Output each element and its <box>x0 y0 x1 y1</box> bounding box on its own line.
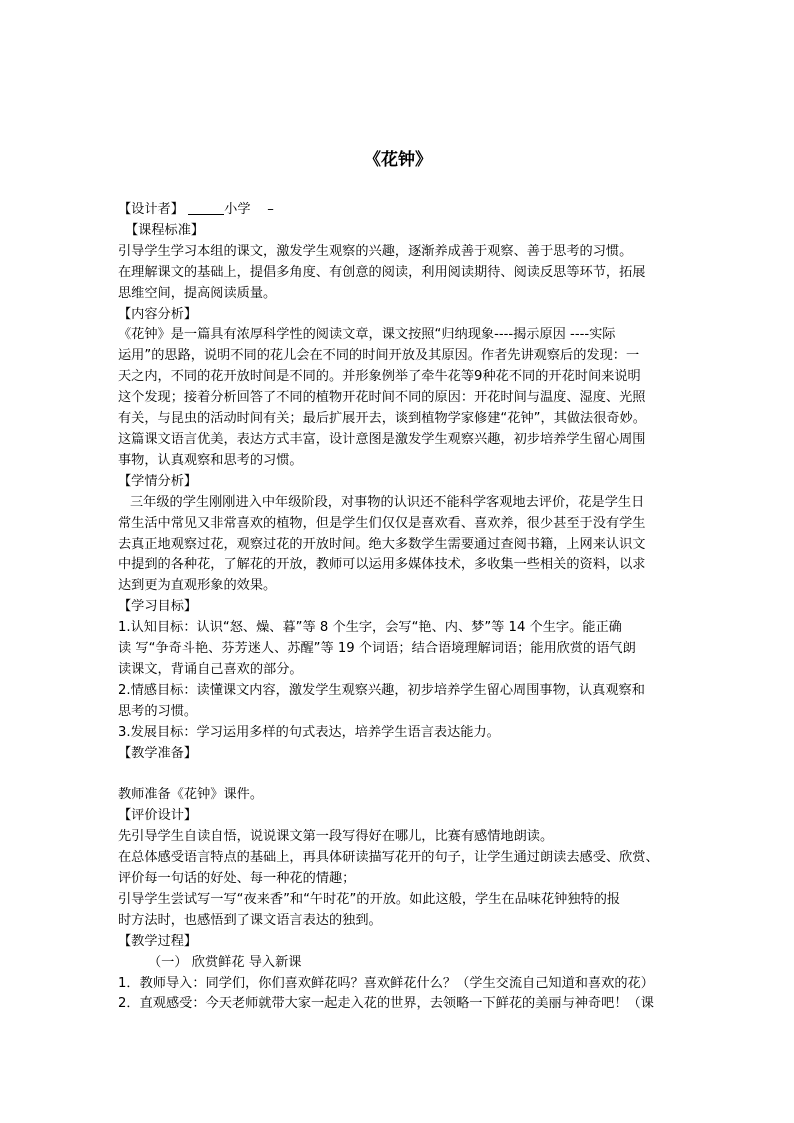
paragraph-line: 引导学生尝试写一写“夜来香”和“午时花”的开放。如此这般，学生在品味花钟独特的报 <box>118 891 621 907</box>
document-body <box>118 200 678 1015</box>
section-heading: 【教学过程】 <box>118 933 198 949</box>
designer-suffix: – <box>267 202 274 217</box>
paragraph-line: 先引导学生自读自悟，说说课文第一段写得好在哪儿，比赛有感情地朗读。 <box>118 829 554 845</box>
paragraph-line: 达到更为直观形象的效果。 <box>118 578 277 594</box>
paragraph-line: 读课文，背诵自己喜欢的部分。 <box>118 661 303 677</box>
paragraph-line: 1.认知目标：认识“怒、燥、暮”等 8 个生字，会写“艳、内、梦”等 14 个生字。能正确 <box>118 620 622 636</box>
paragraph-line: 常生活中常见又非常喜欢的植物，但是学生们仅仅是喜欢看、喜欢养，很少甚至于没有学生 <box>118 515 646 531</box>
paragraph-line: 事物，认真观察和思考的习惯。 <box>118 452 303 468</box>
paragraph-line: 思考的习惯。 <box>118 703 198 719</box>
paragraph-line: 3.发展目标：学习运用多样的句式表达，培养学生语言表达能力。 <box>118 724 500 740</box>
paragraph-line: 读 写“争奇斗艳、芬芳迷人、苏醒”等 19 个词语；结合语境理解词语；能用欣赏的语气朗 <box>118 641 636 657</box>
section-heading: 【评价设计】 <box>118 808 198 824</box>
paragraph-line: 1．教师导入：同学们，你们喜欢鲜花吗？喜欢鲜花什么？（学生交流自己知道和喜欢的花） <box>118 975 654 991</box>
paragraph-line: 在总体感受语言特点的基础上，再具体研读描写花开的句子，让学生通过朗读去感受、欣赏、 <box>118 850 659 866</box>
section-heading: 【学习目标】 <box>118 599 198 615</box>
school-blank <box>188 200 224 215</box>
paragraph-line: 2．直观感受：今天老师就带大家一起走入花的世界，去领略一下鲜花的美丽与神奇吧！（课 <box>118 996 654 1012</box>
paragraph-line: 去真正地观察过花，观察过花的开放时间。绝大多数学生需要通过查阅书籍，上网来认识文 <box>118 536 646 552</box>
section-heading: 【课程标准】 <box>125 222 205 238</box>
paragraph-line: 时方法时，也感悟到了课文语言表达的独到。 <box>118 912 382 928</box>
section-heading: 【学情分析】 <box>118 473 198 489</box>
paragraph-line: 这篇课文语言优美，表达方式丰富，设计意图是激发学生观察兴趣，初步培养学生留心周围 <box>118 431 646 447</box>
paragraph-line: 有关，与昆虫的活动时间有关；最后扩展开去，谈到植物学家修建“花钟”，其做法很奇妙。 <box>118 411 646 427</box>
section-heading: 【教学准备】 <box>118 745 198 761</box>
paragraph-line: 这个发现；接着分析回答了不同的植物开花时间不同的原因：开花时间与温度、湿度、光照 <box>118 390 646 406</box>
paragraph-line: 天之内，不同的花开放时间是不同的。并形象例举了牵牛花等9种花不同的开花时间来说明 <box>118 369 641 385</box>
designer-label: 【设计者】 <box>118 202 184 217</box>
paragraph-line: 运用”的思路，说明不同的花儿会在不同的时间开放及其原因。作者先讲观察后的发现：一 <box>118 348 640 364</box>
subsection-heading: （一） 欣赏鲜花 导入新课 <box>148 954 302 970</box>
document-title: 《花钟》 <box>364 150 432 170</box>
paragraph-line: 《花钟》是一篇具有浓厚科学性的阅读文章，课文按照“归纳现象----揭示原因 ----实际 <box>118 327 616 343</box>
school-name: 小学 <box>224 202 251 217</box>
paragraph-line: 在理解课文的基础上，提倡多角度、有创意的阅读，利用阅读期待、阅读反思等环节，拓展 <box>118 264 646 280</box>
paragraph-line: 三年级的学生刚刚进入中年级阶段，对事物的认识还不能科学客观地去评价，花是学生日 <box>130 494 645 510</box>
paragraph-line: 2.情感目标：读懂课文内容，激发学生观察兴趣，初步培养学生留心周围事物，认真观察和 <box>118 682 645 698</box>
paragraph-line: 评价每一句话的好处、每一种花的情趣； <box>118 870 356 886</box>
section-heading: 【内容分析】 <box>118 306 198 322</box>
paragraph-line: 教师准备《花钟》课件。 <box>118 787 264 803</box>
paragraph-line: 思维空间，提高阅读质量。 <box>118 285 277 301</box>
paragraph-line: 中提到的各种花，了解花的开放，教师可以运用多媒体技术，多收集一些相关的资料，以求 <box>118 557 646 573</box>
designer-line <box>118 200 678 221</box>
paragraph-line: 引导学生学习本组的课文，激发学生观察的兴趣，逐渐养成善于观察、善于思考的习惯。 <box>118 243 633 259</box>
blank-line <box>118 764 678 785</box>
